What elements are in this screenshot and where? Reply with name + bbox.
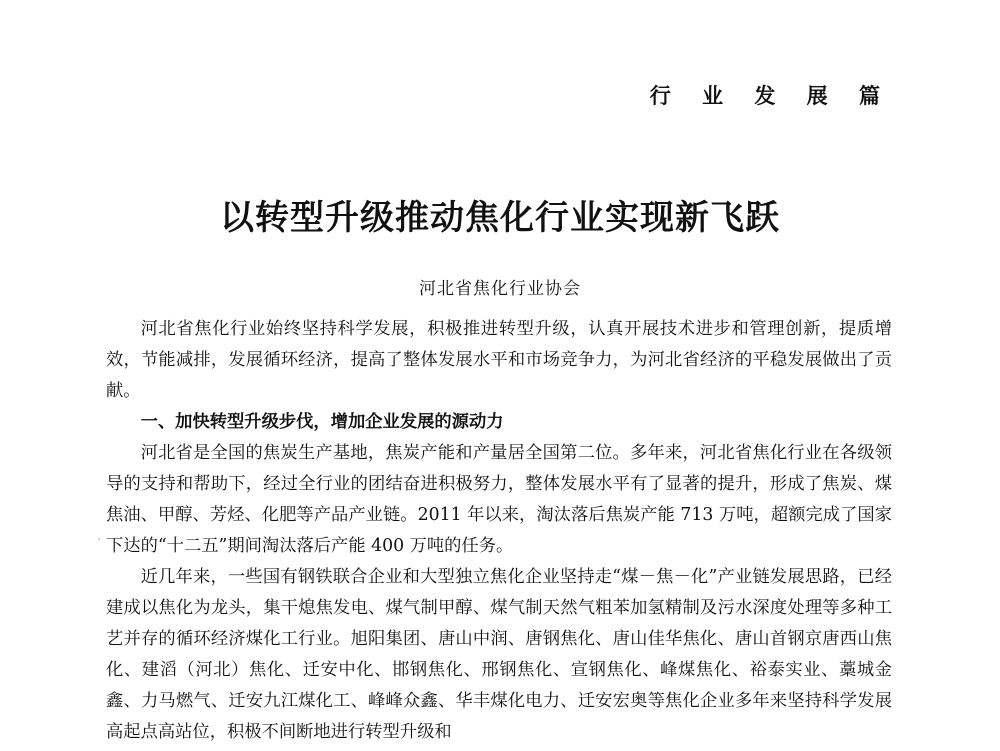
paragraph-2: 近几年来，一些国有钢铁联合企业和大型独立焦化企业坚持走“煤－焦－化”产业链发展思路，已经建成以焦化为龙头，集干熄焦发电、煤气制甲醇、煤气制天然气粗苯加氢精制及污水深度处理等多种工艺并存的循环经济煤化工行业。旭阳集团、唐山中润、唐钢焦化、唐山佳华焦化、唐山首钢京唐西山焦化、建滔（河北）焦化、迁安中化、邯钢焦化、邢钢焦化、宣钢焦化、峰煤焦化、裕泰实业、藁城金鑫、力马燃气、迁安九江煤化工、峰峰众鑫、华丰煤化电力、迁安宏奥等焦化企业多年来坚持科学发展高起点高站位，积极不间断地进行转型升级和: [106, 567, 892, 742]
article-title: 以转型升级推动焦化行业实现新飞跃: [220, 198, 780, 238]
paragraph-1: 河北省是全国的焦炭生产基地，焦炭产能和产量居全国第二位。多年来，河北省焦化行业在各级领导的支持和帮助下，经过全行业的团结奋进积极努力，整体发展水平有了显著的提升，形成了焦炭、煤焦油、甲醇、芳烃、化肥等产品产业链。2011 年以来，淘汰落后焦炭产能 713 万吨，超额完成了国家下达的“十二五”期间淘汰落后产能 400 万吨的任务。: [106, 443, 892, 556]
running-header: 行 业 发 展 篇: [649, 84, 892, 108]
article-author: 河北省焦化行业协会: [419, 279, 581, 299]
scan-speck: [98, 538, 100, 540]
paragraph-intro: 河北省焦化行业始终坚持科学发展，积极推进转型升级，认真开展技术进步和管理创新，提质增效，节能减排，发展循环经济，提高了整体发展水平和市场竞争力，为河北省经济的平稳发展做出了贡献。: [106, 319, 892, 401]
article-body: [106, 314, 892, 748]
section-heading-1: 一、加快转型升级步伐，增加企业发展的源动力: [140, 412, 504, 432]
